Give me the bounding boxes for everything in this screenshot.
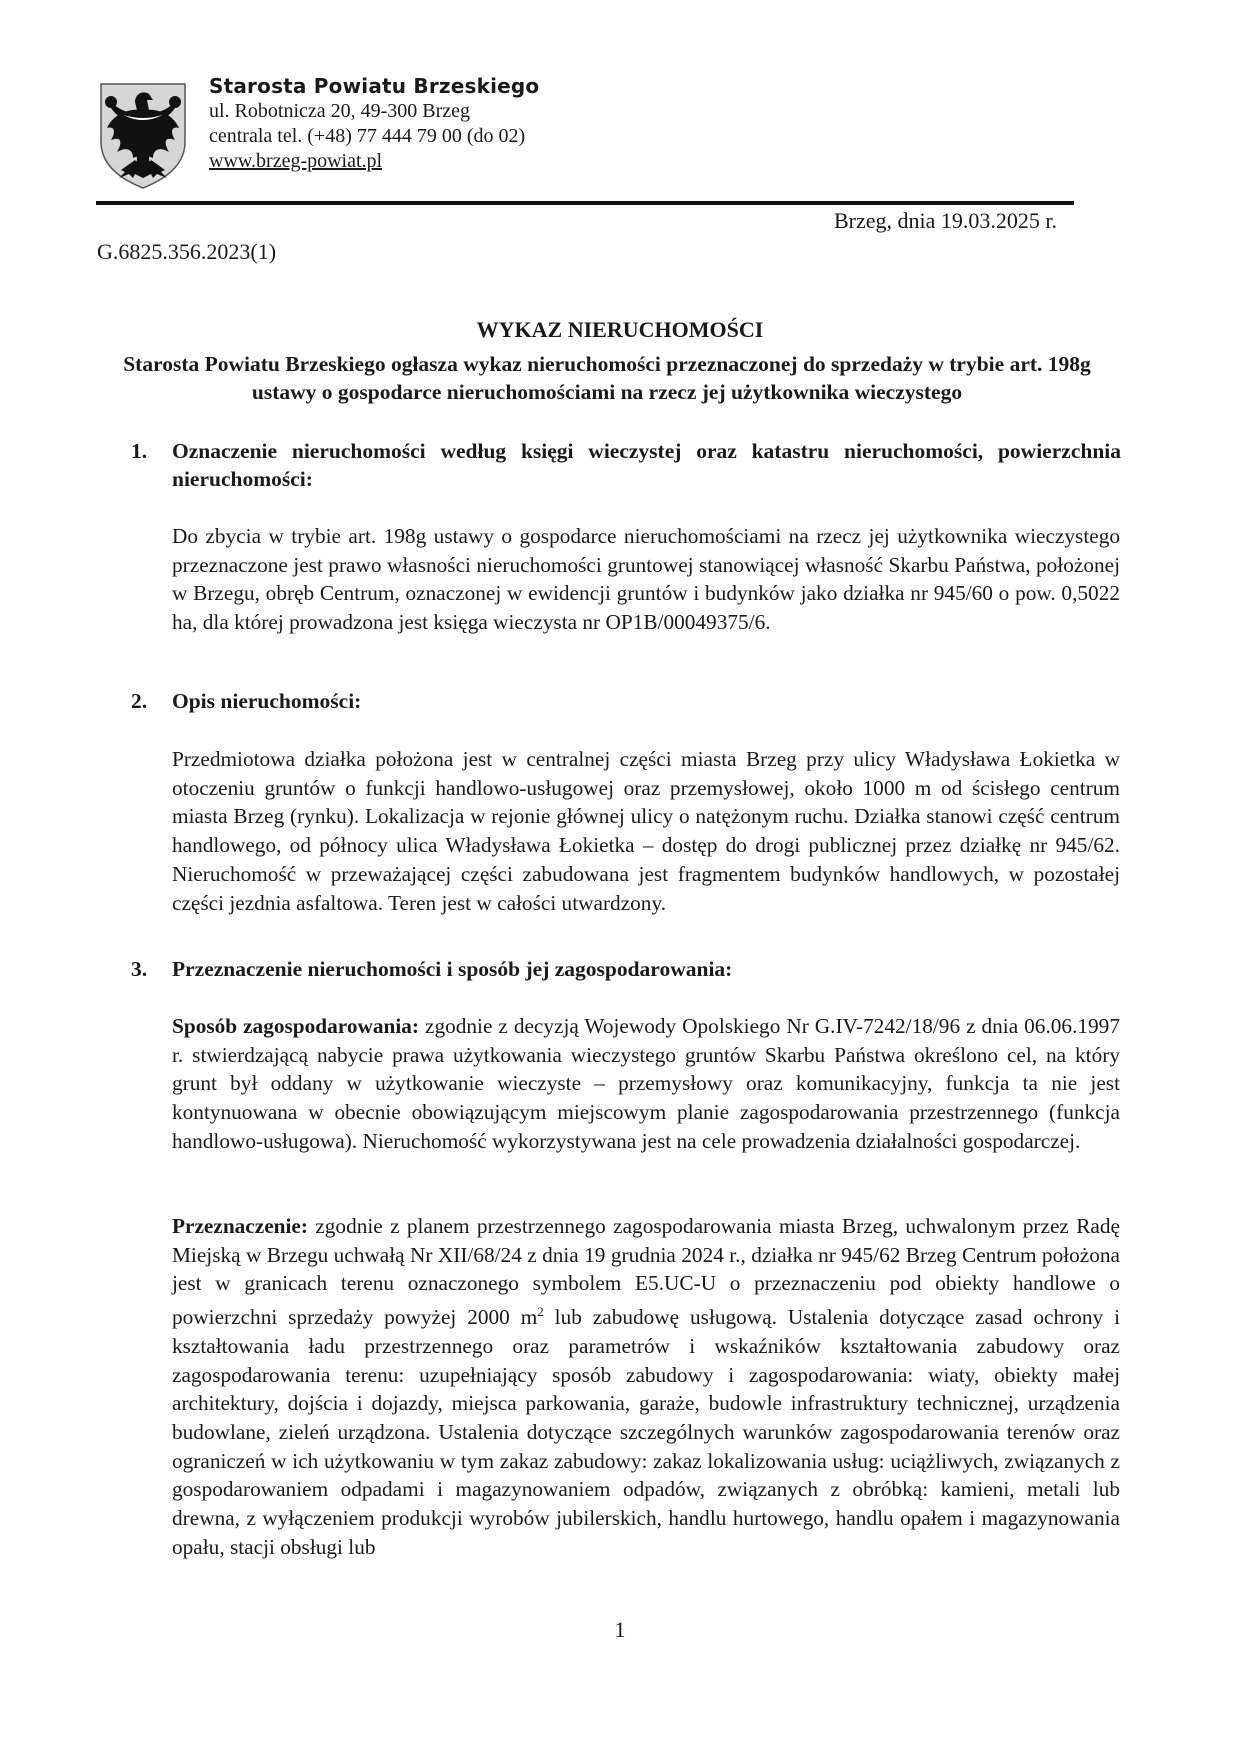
document-subtitle: Starosta Powiatu Brzeskiego ogłasza wykaz nieruchomości przeznaczonej do sprzedaży w trybie art. 198g ustawy o gospodarce nieruchomościami na rzecz jej użytkownika wieczystego [123, 352, 1091, 404]
section-3-purpose-paragraph [172, 1212, 1120, 1562]
section-1-paragraph: Do zbycia w trybie art. 198g ustawy o gospodarce nieruchomościami na rzecz jej użytkownika wieczystego przeznaczone jest prawo własności nieruchomości gruntowej stanowiącej własność Skarbu Państwa, położonej w Brzegu, obręb Centrum, oznaczonej w ewidencji gruntów i budynków jako działka nr 945/60 o pow. 0,5022 ha, dla której prowadzona jest księga wieczysta nr OP1B/00049375/6. [172, 524, 1120, 635]
office-name: Starosta Powiatu Brzeskiego [209, 74, 540, 98]
purpose-lead: Przeznaczenie: [172, 1214, 308, 1238]
page-number: 1 [614, 1617, 626, 1642]
section-1-heading [131, 437, 1121, 493]
website-link[interactable]: www.brzeg-powiat.pl [209, 150, 383, 172]
section-3-heading [131, 955, 1121, 983]
section-2-heading [131, 687, 1121, 715]
header-divider [96, 201, 1074, 205]
usage-text: zgodnie z decyzją Wojewody Opolskiego Nr G.IV-7242/18/96 z dnia 06.06.1997 r. stwierdzającą nabycie prawa użytkowania wieczystego gruntów Skarbu Państwa określono cel, na który grunt był oddany w użytkowanie wieczyste – przemysłowy oraz komunikacyjny, funkcja ta nie jest kontynuowana w obecnie obowiązującym miejscowym planie zagospodarowania przestrzennego (funkcja handlowo-usługowa). Nieruchomość wykorzystywana jest na cele prowadzenia działalności gospodarczej. [172, 1014, 1120, 1153]
purpose-text-cont: lub zabudowę usługową. Ustalenia dotyczące zasad ochrony i kształtowania ładu przestrzennego oraz parametrów i wskaźników kształtowania zabudowy oraz zagospodarowania terenu: uzupełniający sposób zabudowy i zagospodarowania: wiaty, obiekty małej architektury, dojścia i dojazdy, miejsca parkowania, garaże, budowle infrastruktury technicznej, urządzenia budowlane, zieleń urządzona. Ustalenia dotyczące szczególnych warunków zagospodarowania terenów oraz ograniczeń w ich użytkowaniu w tym zakaz zabudowy: zakaz lokalizowania usług: uciążliwych, związanych z gospodarowaniem odpadami i magazynowaniem odpadów, związanych z obróbką: kamieni, metali lub drewna, z wyłączeniem produkcji wyrobów jubilerskich, handlu hurtowego, handlu opałem i magazynowania opału, stacji obsługi lub [172, 1305, 1120, 1559]
coat-of-arms-icon [99, 80, 187, 190]
office-phone: centrala tel. (+48) 77 444 79 00 (do 02) [209, 125, 526, 147]
section-number: 2. [131, 689, 148, 713]
place-date: Brzeg, dnia 19.03.2025 r. [834, 208, 1058, 233]
office-address: ul. Robotnicza 20, 49-300 Brzeg [209, 100, 471, 122]
superscript: 2 [537, 1304, 544, 1320]
purpose-text: zgodnie z planem przestrzennego zagospodarowania miasta Brzeg, uchwalonym przez Radę Miejską w Brzegu uchwałą Nr XII/68/24 z dnia 19 grudnia 2024 r., działka nr 945/62 Brzeg Centrum położona jest w granicach terenu oznaczonego symbolem E5.UC-U o przeznaczeniu pod obiekty handlowe o powierzchni sprzedaży powyżej 2000 m [172, 1214, 1120, 1330]
section-title: Opis nieruchomości: [172, 689, 362, 713]
section-3-usage-paragraph [172, 1012, 1120, 1156]
section-2-paragraph: Przedmiotowa działka położona jest w centralnej części miasta Brzeg przy ulicy Władysława Łokietka w otoczeniu gruntów o funkcji handlowo-usługowej oraz przemysłowej, około 1000 m od ścisłego centrum miasta Brzeg (rynku). Lokalizacja w rejonie głównej ulicy o natężonym ruchu. Działka stanowi część centrum handlowego, od północy ulica Władysława Łokietka – dostęp do drogi publicznej przez działkę nr 945/62. Nieruchomość w przeważającej części zabudowana jest fragmentem budynków handlowych, w pozostałej części jezdnia asfaltowa. Teren jest w całości utwardzony. [172, 747, 1120, 915]
section-number: 1. [131, 439, 148, 463]
usage-lead: Sposób zagospodarowania: [172, 1014, 420, 1038]
letterhead [209, 74, 539, 174]
section-number: 3. [131, 957, 148, 981]
document-title: WYKAZ NIERUCHOMOŚCI [476, 317, 764, 342]
section-title: Przeznaczenie nieruchomości i sposób jej zagospodarowania: [172, 957, 733, 981]
section-title: Oznaczenie nieruchomości według księgi wieczystej oraz katastru nieruchomości, powierzchnia nieruchomości: [172, 439, 1121, 491]
reference-number: G.6825.356.2023(1) [97, 239, 277, 264]
